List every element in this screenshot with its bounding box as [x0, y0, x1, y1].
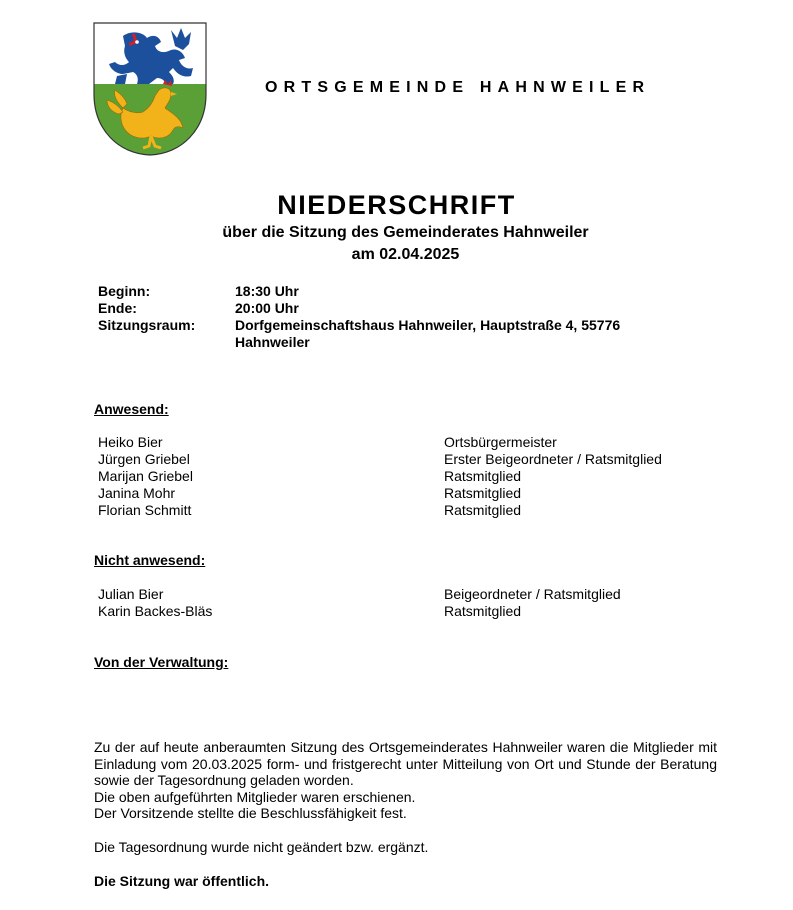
- person-name: Florian Schmitt: [98, 502, 192, 518]
- document-subtitle: über die Sitzung des Gemeinderates Hahnweiler: [222, 224, 589, 241]
- person-role: Beigeordneter / Ratsmitglied: [444, 586, 621, 602]
- list-item: [98, 434, 662, 451]
- present-list: [98, 434, 662, 519]
- absent-heading: Nicht anwesend:: [94, 552, 206, 568]
- meeting-date: am 02.04.2025: [351, 246, 460, 263]
- coat-of-arms-logo: [93, 22, 207, 156]
- list-item: [98, 603, 621, 620]
- public-session-note: Die Sitzung war öffentlich.: [94, 873, 270, 889]
- quorum-sentence: Der Vorsitzende stellte die Beschlussfähigkeit fest.: [94, 805, 407, 822]
- meta-end-label: Ende:: [98, 300, 137, 316]
- meta-start-row: [98, 283, 655, 300]
- meta-start-value: 18:30 Uhr: [235, 283, 299, 299]
- person-role: Ratsmitglied: [444, 502, 522, 518]
- list-item: [98, 468, 662, 485]
- invitation-paragraph: Zu der auf heute anberaumten Sitzung des Ortsgemeinderates Hahnweiler waren die Mitglieder mit Einladung vom 20.03.2025 form- und fristgerecht unter Mitteilung von Ort und Stunde der Beratung sowie der Tagesordnung geladen worden.: [94, 739, 717, 789]
- meta-end-value: 20:00 Uhr: [235, 300, 299, 316]
- meta-start-label: Beginn:: [98, 283, 151, 299]
- meta-room-value: Dorfgemeinschaftshaus Hahnweiler, Hauptstraße 4, 55776 Hahnweiler: [235, 317, 621, 350]
- person-role: Ortsbürgermeister: [444, 434, 557, 450]
- meta-room-label: Sitzungsraum:: [98, 317, 196, 333]
- session-notes: [94, 739, 717, 822]
- person-name: Heiko Bier: [98, 434, 163, 450]
- document-title: NIEDERSCHRIFT: [277, 190, 516, 220]
- list-item: [98, 502, 662, 519]
- person-role: Ratsmitglied: [444, 603, 522, 619]
- present-heading: Anwesend:: [94, 401, 169, 417]
- list-item: [98, 586, 621, 603]
- person-name: Karin Backes-Bläs: [98, 603, 213, 619]
- meta-room-row: [98, 317, 655, 351]
- attendance-sentence: Die oben aufgeführten Mitglieder waren erschienen.: [94, 788, 416, 805]
- meeting-meta: [98, 283, 655, 351]
- list-item: [98, 451, 662, 468]
- person-role: Ratsmitglied: [444, 485, 522, 501]
- person-name: Janina Mohr: [98, 485, 176, 501]
- person-role: Erster Beigeordneter / Ratsmitglied: [444, 451, 662, 467]
- absent-list: [98, 586, 621, 620]
- person-role: Ratsmitglied: [444, 468, 522, 484]
- list-item: [98, 485, 662, 502]
- administration-heading: Von der Verwaltung:: [94, 654, 229, 670]
- person-name: Julian Bier: [98, 586, 164, 602]
- person-name: Jürgen Griebel: [98, 451, 190, 467]
- person-name: Marijan Griebel: [98, 468, 193, 484]
- meta-end-row: [98, 300, 655, 317]
- municipality-name: ORTSGEMEINDE HAHNWEILER: [265, 79, 651, 96]
- agenda-note: Die Tagesordnung wurde nicht geändert bzw. ergänzt.: [94, 839, 429, 855]
